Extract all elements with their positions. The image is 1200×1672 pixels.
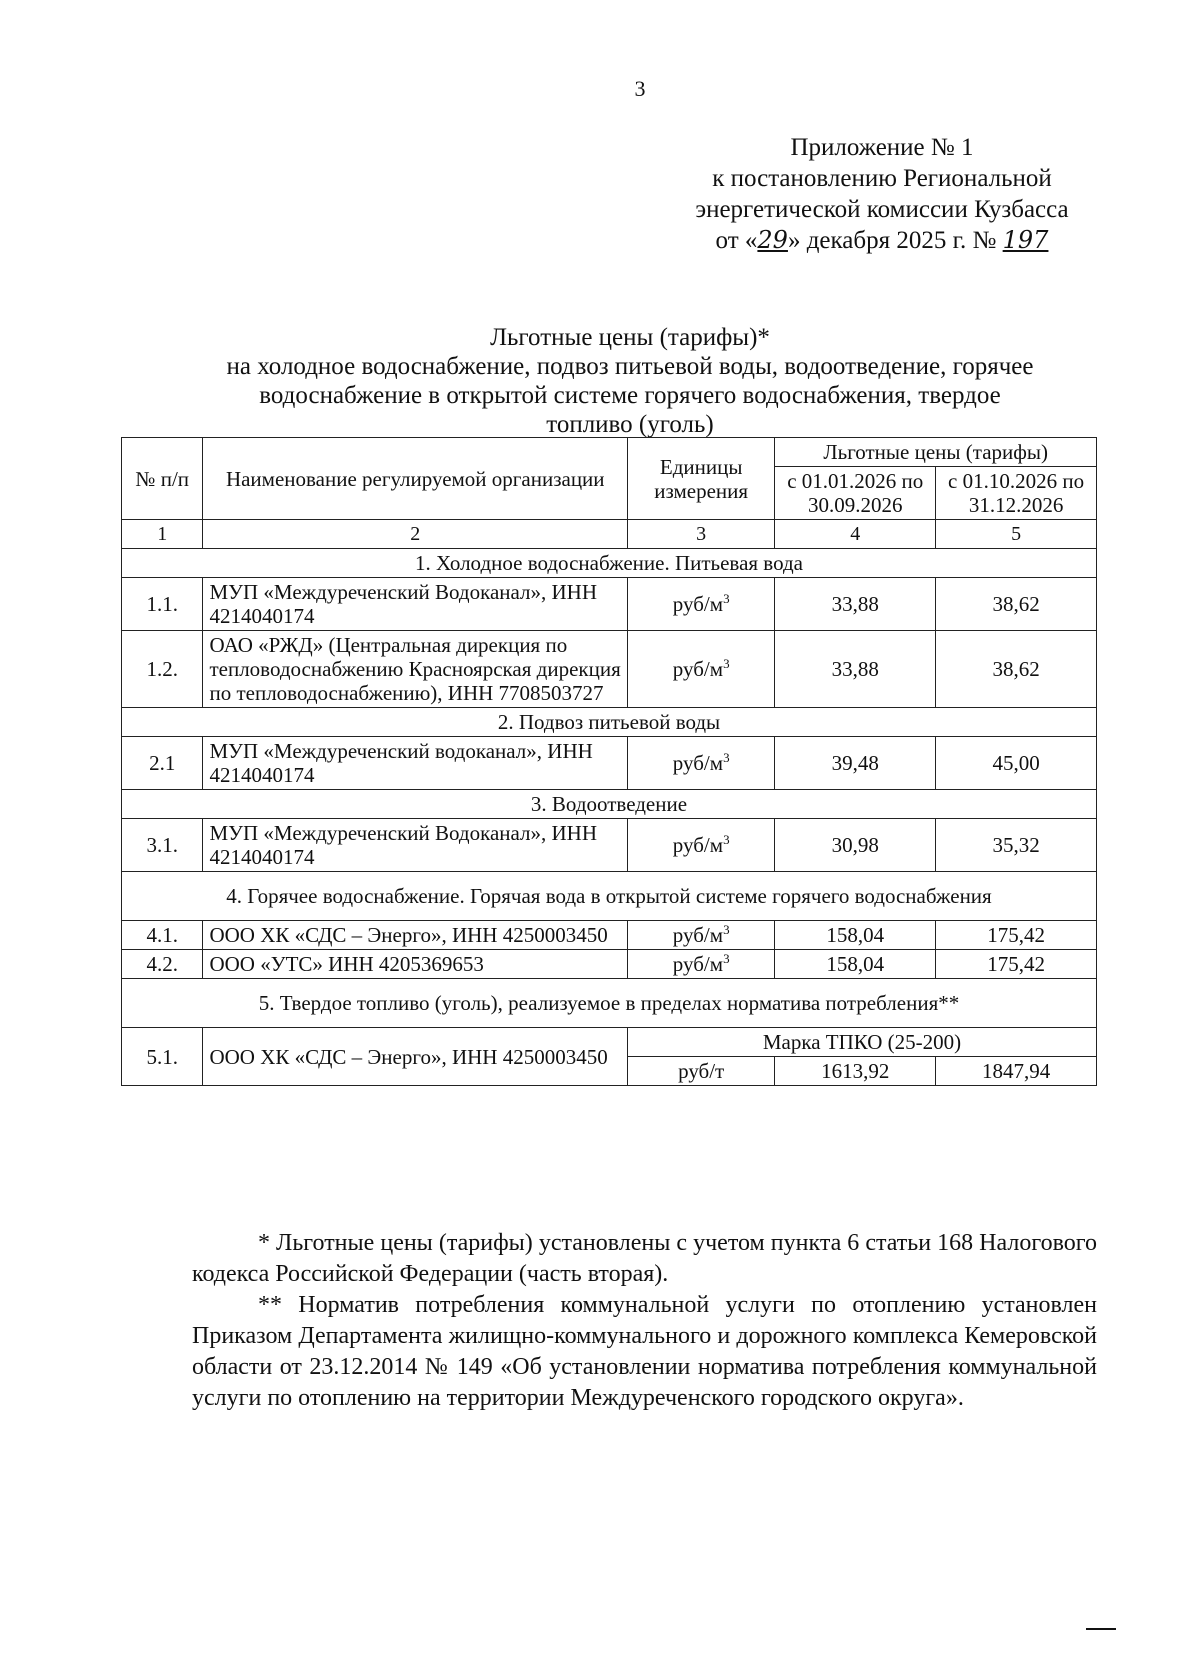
section-row [122,979,1097,1028]
header-period-2: с 01.10.2026 по 31.12.2026 [936,467,1097,520]
title-line: топливо (уголь) [546,411,714,438]
row-price-2: 38,62 [936,578,1097,631]
section-title: 5. Твердое топливо (уголь), реализуемое в пределах норматива потребления** [122,979,1097,1028]
section-row [122,708,1097,737]
header-num: № п/п [122,438,203,520]
title-line: водоснабжение в открытой системе горячего водоснабжения, твердое [259,382,1001,409]
col-number: 2 [203,520,628,549]
row-price-1: 39,48 [775,737,936,790]
header-org: Наименование регулируемой организации [203,438,628,520]
row-price-1: 30,98 [775,819,936,872]
row-num: 1.2. [122,631,203,708]
row-org: ОАО «РЖД» (Центральная дирекция по тепловодоснабжению Красноярская дирекция по тепловодоснабжению), ИНН 7708503727 [203,631,628,708]
section-row [122,790,1097,819]
header-period-1: с 01.01.2026 по 30.09.2026 [775,467,936,520]
col-number: 3 [628,520,775,549]
handwritten-day: 29 [757,226,788,254]
handwritten-number: 197 [1002,226,1049,254]
row-price-2: 1847,94 [936,1057,1097,1086]
row-price-1: 158,04 [775,950,936,979]
table-row [122,950,1097,979]
row-org: ООО ХК «СДС – Энерго», ИНН 4250003450 [203,1028,628,1086]
appendix-line: энергетической комиссии Кузбасса [695,196,1069,223]
section-title: 3. Водоотведение [122,790,1097,819]
date-prefix: от « [715,227,758,254]
table-row [122,737,1097,790]
row-org: МУП «Междуреченский Водоканал», ИНН 4214040174 [203,819,628,872]
row-num: 4.1. [122,921,203,950]
row-org: МУП «Междуреченский водоканал», ИНН 4214040174 [203,737,628,790]
tariff-table [121,437,1097,1086]
row-unit: руб/$м^3$ [628,921,775,950]
footnote-2: ** Норматив потребления коммунальной услуги по отоплению установлен Приказом Департамента жилищно-коммунального и дорожного комплекса Кемеровской области от 23.12.2014 № 149 «Об установлении норматива потребления коммунальной услуги по отоплению на территории Междуреченского городского округа». [192,1292,1097,1411]
date-suffix: » декабря 2025 г. № [787,227,997,254]
row-unit: руб/$м^3$ [628,950,775,979]
table-row [122,1028,1097,1057]
col-number: 5 [936,520,1097,549]
footnote-1: * Льготные цены (тарифы) установлены с учетом пункта 6 статьи 168 Налогового кодекса Российской Федерации (часть вторая). [192,1230,1097,1287]
page-corner-mark [1086,1628,1116,1630]
row-price-2: 175,42 [936,950,1097,979]
page-number: 3 [634,76,646,101]
document-title [190,323,1070,439]
row-price-1: 158,04 [775,921,936,950]
header-row [122,438,1097,467]
coal-brand: Марка ТПКО (25-200) [628,1028,1097,1057]
row-num: 3.1. [122,819,203,872]
table-row [122,921,1097,950]
section-row [122,872,1097,921]
title-line: на холодное водоснабжение, подвоз питьевой воды, водоотведение, горячее [226,353,1034,380]
column-number-row [122,520,1097,549]
appendix-line: к постановлению Региональной [712,165,1052,192]
header-unit: Единицы измерения [628,438,775,520]
row-price-2: 45,00 [936,737,1097,790]
row-price-1: 33,88 [775,631,936,708]
row-num: 1.1. [122,578,203,631]
row-num: 4.2. [122,950,203,979]
row-num: 2.1 [122,737,203,790]
appendix-header [672,132,1092,256]
row-unit: руб/$м^3$ [628,819,775,872]
footnotes [192,1228,1097,1414]
row-num: 5.1. [122,1028,203,1086]
row-unit: руб/$м^3$ [628,631,775,708]
section-row [122,549,1097,578]
table-row [122,819,1097,872]
row-org: ООО «УТС» ИНН 4205369653 [203,950,628,979]
section-title: 1. Холодное водоснабжение. Питьевая вода [122,549,1097,578]
row-org: ООО ХК «СДС – Энерго», ИНН 4250003450 [203,921,628,950]
table-row [122,578,1097,631]
row-org: МУП «Междуреченский Водоканал», ИНН 4214040174 [203,578,628,631]
appendix-title: Приложение № 1 [790,134,974,161]
header-prices: Льготные цены (тарифы) [775,438,1097,467]
row-price-2: 35,32 [936,819,1097,872]
row-unit: руб/т [628,1057,775,1086]
title-main: Льготные цены (тарифы)* [490,324,770,351]
section-title: 2. Подвоз питьевой воды [122,708,1097,737]
col-number: 1 [122,520,203,549]
row-price-2: 175,42 [936,921,1097,950]
table-row [122,631,1097,708]
col-number: 4 [775,520,936,549]
row-unit: руб/$м^3$ [628,737,775,790]
appendix-date-line [672,225,1092,256]
row-price-1: 1613,92 [775,1057,936,1086]
section-title: 4. Горячее водоснабжение. Горячая вода в открытой системе горячего водоснабжения [122,872,1097,921]
row-price-1: 33,88 [775,578,936,631]
row-unit: руб/$м^3$ [628,578,775,631]
row-price-2: 38,62 [936,631,1097,708]
